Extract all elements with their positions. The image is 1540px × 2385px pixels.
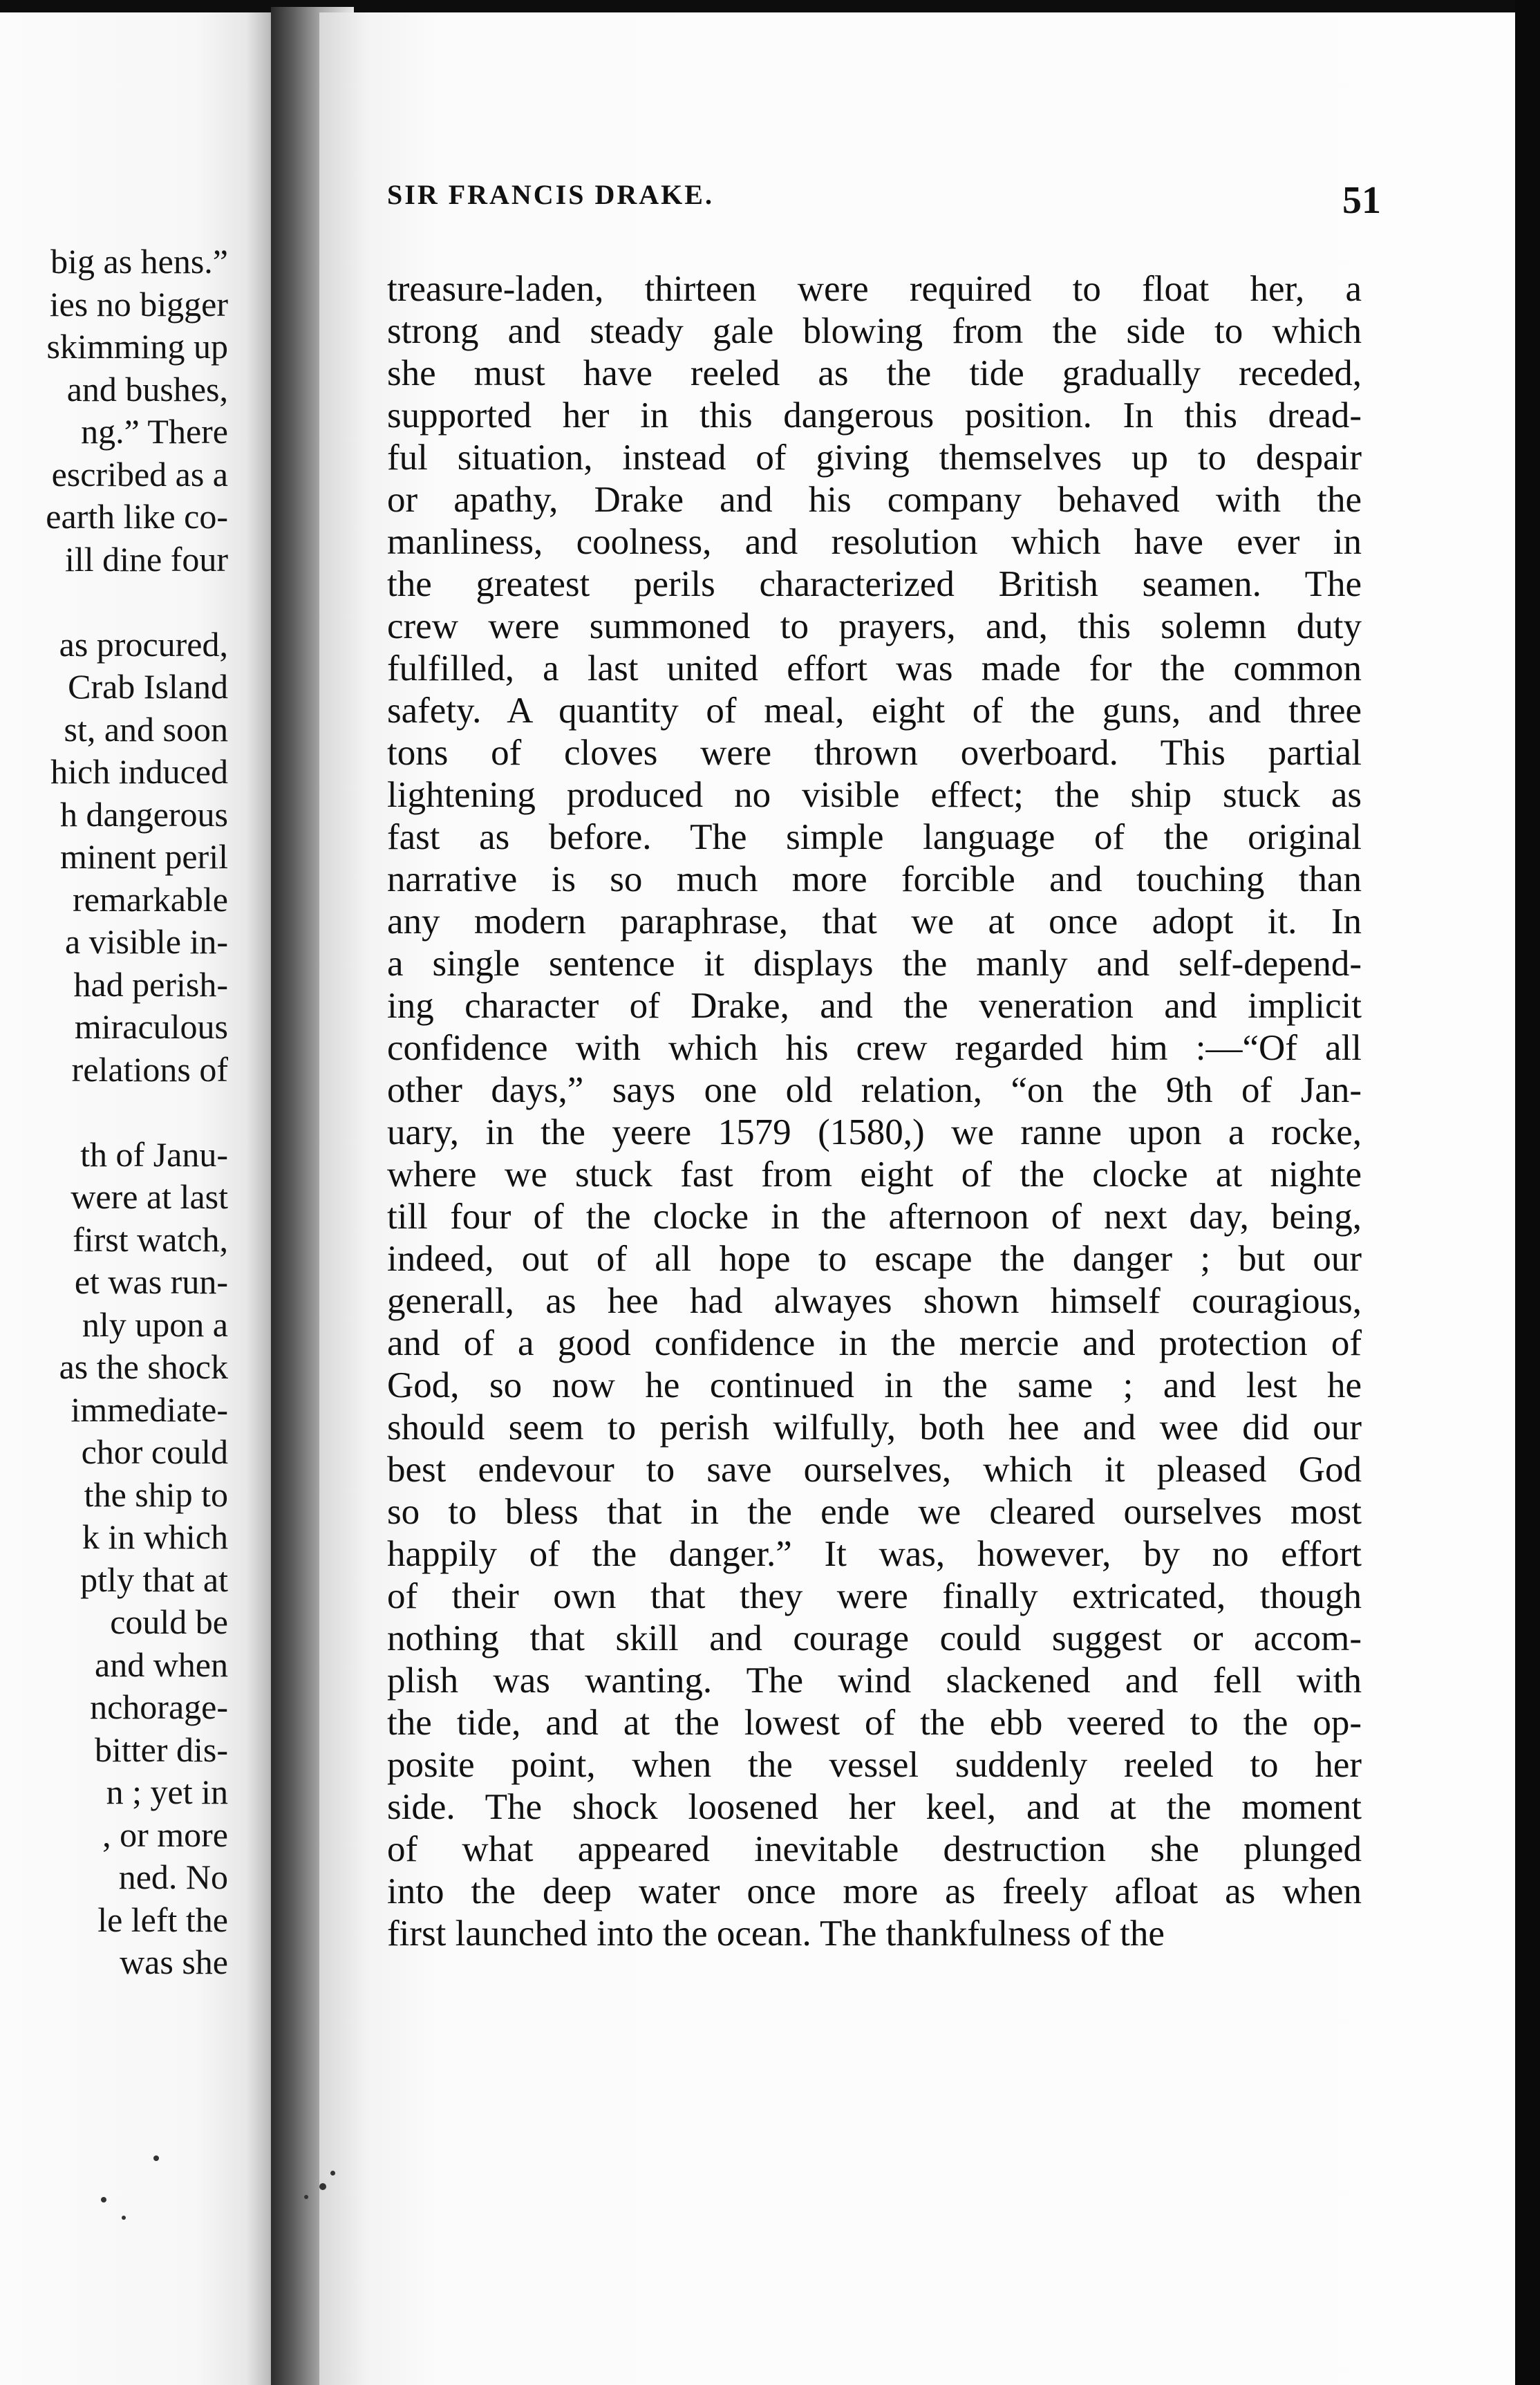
previous-page-line: big as hens.” <box>50 242 228 281</box>
text-line: ful situation, instead of giving themselves up to despair <box>387 438 1362 478</box>
previous-page-line: immediate- <box>71 1390 228 1429</box>
text-line: tons of cloves were thrown overboard. This partial <box>387 733 1362 773</box>
scan-speck <box>304 2195 308 2199</box>
text-line: of their own that they were finally extricated, though <box>387 1576 1362 1616</box>
previous-page-line: st, and soon <box>64 709 228 749</box>
text-line: into the deep water once more as freely afloat as when <box>387 1871 1362 1911</box>
text-line: fast as before. The simple language of the original <box>387 817 1362 857</box>
previous-page-line: le left the <box>97 1900 228 1939</box>
previous-page-line: bitter dis- <box>94 1730 228 1769</box>
previous-page-line: ies no bigger <box>49 284 228 324</box>
text-line: nothing that skill and courage could suggest or accom- <box>387 1618 1362 1658</box>
previous-page-line: could be <box>110 1602 228 1641</box>
text-line: where we stuck fast from eight of the clocke at nighte <box>387 1154 1362 1195</box>
previous-page-line: miraculous <box>74 1007 228 1046</box>
text-line: confidence with which his crew regarded him :—“Of all <box>387 1028 1362 1068</box>
text-line: of what appeared inevitable destruction she plunged <box>387 1829 1362 1869</box>
text-line: supported her in this dangerous position. In this dread- <box>387 395 1362 436</box>
text-line: and of a good confidence in the mercie and protection of <box>387 1323 1362 1363</box>
text-line: treasure-laden, thirteen were required to float her, a <box>387 269 1362 309</box>
previous-page-line: ptly that at <box>80 1560 228 1599</box>
previous-page-line: remarkable <box>73 879 228 919</box>
text-line: crew were summoned to prayers, and, this solemn duty <box>387 606 1362 646</box>
previous-page-line: as the shock <box>59 1347 228 1386</box>
previous-page-line: escribed as a <box>51 454 228 494</box>
text-line: other days,” says one old relation, “on the 9th of Jan- <box>387 1070 1362 1110</box>
previous-page-line: et was run- <box>74 1262 228 1301</box>
previous-page-text <box>0 12 228 2086</box>
previous-page-line: was she <box>120 1943 228 1981</box>
text-line: uary, in the yeere 1579 (1580,) we ranne upon a rocke, <box>387 1112 1362 1152</box>
previous-page-line: Crab Island <box>68 667 228 706</box>
previous-page-line: chor could <box>81 1432 228 1471</box>
previous-page-line: n ; yet in <box>106 1773 228 1811</box>
text-line: happily of the danger.” It was, however, by no effort <box>387 1534 1362 1574</box>
text-line: lightening produced no visible effect; the ship stuck as <box>387 775 1362 815</box>
previous-page-line: and when <box>95 1645 228 1684</box>
text-line: narrative is so much more forcible and touching than <box>387 859 1362 899</box>
previous-page-line: hich induced <box>50 752 228 791</box>
previous-page-line: ng.” There <box>81 412 228 451</box>
page-number: 51 <box>1342 179 1381 222</box>
previous-page-line: th of Janu- <box>80 1134 228 1174</box>
text-line: she must have reeled as the tide gradually receded, <box>387 353 1362 393</box>
text-line: best endevour to save ourselves, which it pleased God <box>387 1450 1362 1490</box>
previous-page-line: k in which <box>82 1517 228 1556</box>
previous-page-line: and bushes, <box>66 369 228 409</box>
previous-page-line: a visible in- <box>64 922 228 961</box>
previous-page <box>0 12 280 2385</box>
text-line: should seem to perish wilfully, both hee and wee did our <box>387 1407 1362 1448</box>
previous-page-line: were at last <box>71 1177 228 1216</box>
text-line: or apathy, Drake and his company behaved with the <box>387 480 1362 520</box>
text-line: ing character of Drake, and the veneration and implicit <box>387 986 1362 1026</box>
previous-page-line: had perish- <box>73 964 228 1004</box>
text-line: safety. A quantity of meal, eight of the guns, and three <box>387 691 1362 731</box>
previous-page-line: first watch, <box>73 1219 228 1259</box>
text-line: indeed, out of all hope to escape the danger ; but our <box>387 1239 1362 1279</box>
previous-page-line: earth like co- <box>46 497 228 536</box>
scan-speck <box>319 2183 326 2190</box>
previous-page-line: h dangerous <box>60 794 228 834</box>
text-line: till four of the clocke in the afternoon of next day, being, <box>387 1197 1362 1237</box>
previous-page-line: nly upon a <box>82 1304 228 1344</box>
scan-speck <box>122 2216 126 2220</box>
text-line: posite point, when the vessel suddenly reeled to her <box>387 1745 1362 1785</box>
previous-page-line: as procured, <box>59 624 228 664</box>
text-line: first launched into the ocean. The thankfulness of the <box>387 1914 1165 1954</box>
previous-page-line: nchorage- <box>90 1687 228 1726</box>
previous-page-line: , or more <box>102 1815 228 1854</box>
text-line: plish was wanting. The wind slackened and fell with <box>387 1661 1362 1701</box>
text-line: strong and steady gale blowing from the side to which <box>387 311 1362 351</box>
text-line: manliness, coolness, and resolution which have ever in <box>387 522 1362 562</box>
previous-page-line: ned. No <box>118 1858 228 1896</box>
previous-page-line: ill dine four <box>64 539 228 579</box>
previous-page-line: relations of <box>71 1049 228 1089</box>
previous-page-line: the ship to <box>84 1475 228 1514</box>
text-line: generall, as hee had alwayes shown himself couragious, <box>387 1281 1362 1321</box>
previous-page-line: skimming up <box>46 327 228 366</box>
text-line: God, so now he continued in the same ; and lest he <box>387 1365 1362 1405</box>
scan-speck <box>330 2171 335 2176</box>
previous-page-line: minent peril <box>60 837 228 876</box>
scan-speck <box>101 2197 106 2202</box>
text-line: so to bless that in the ende we cleared ourselves most <box>387 1492 1362 1532</box>
scan-speck <box>153 2155 159 2161</box>
text-line: any modern paraphrase, that we at once adopt it. In <box>387 901 1362 942</box>
text-line: a single sentence it displays the manly and self-depend- <box>387 944 1362 984</box>
running-head: SIR FRANCIS DRAKE. <box>387 179 714 210</box>
scan-right-edge <box>1515 0 1540 2385</box>
text-line: fulfilled, a last united effort was made for the common <box>387 648 1362 689</box>
text-line: side. The shock loosened her keel, and at the moment <box>387 1787 1362 1827</box>
text-line: the greatest perils characterized British seamen. The <box>387 564 1362 604</box>
text-line: the tide, and at the lowest of the ebb veered to the op- <box>387 1703 1362 1743</box>
